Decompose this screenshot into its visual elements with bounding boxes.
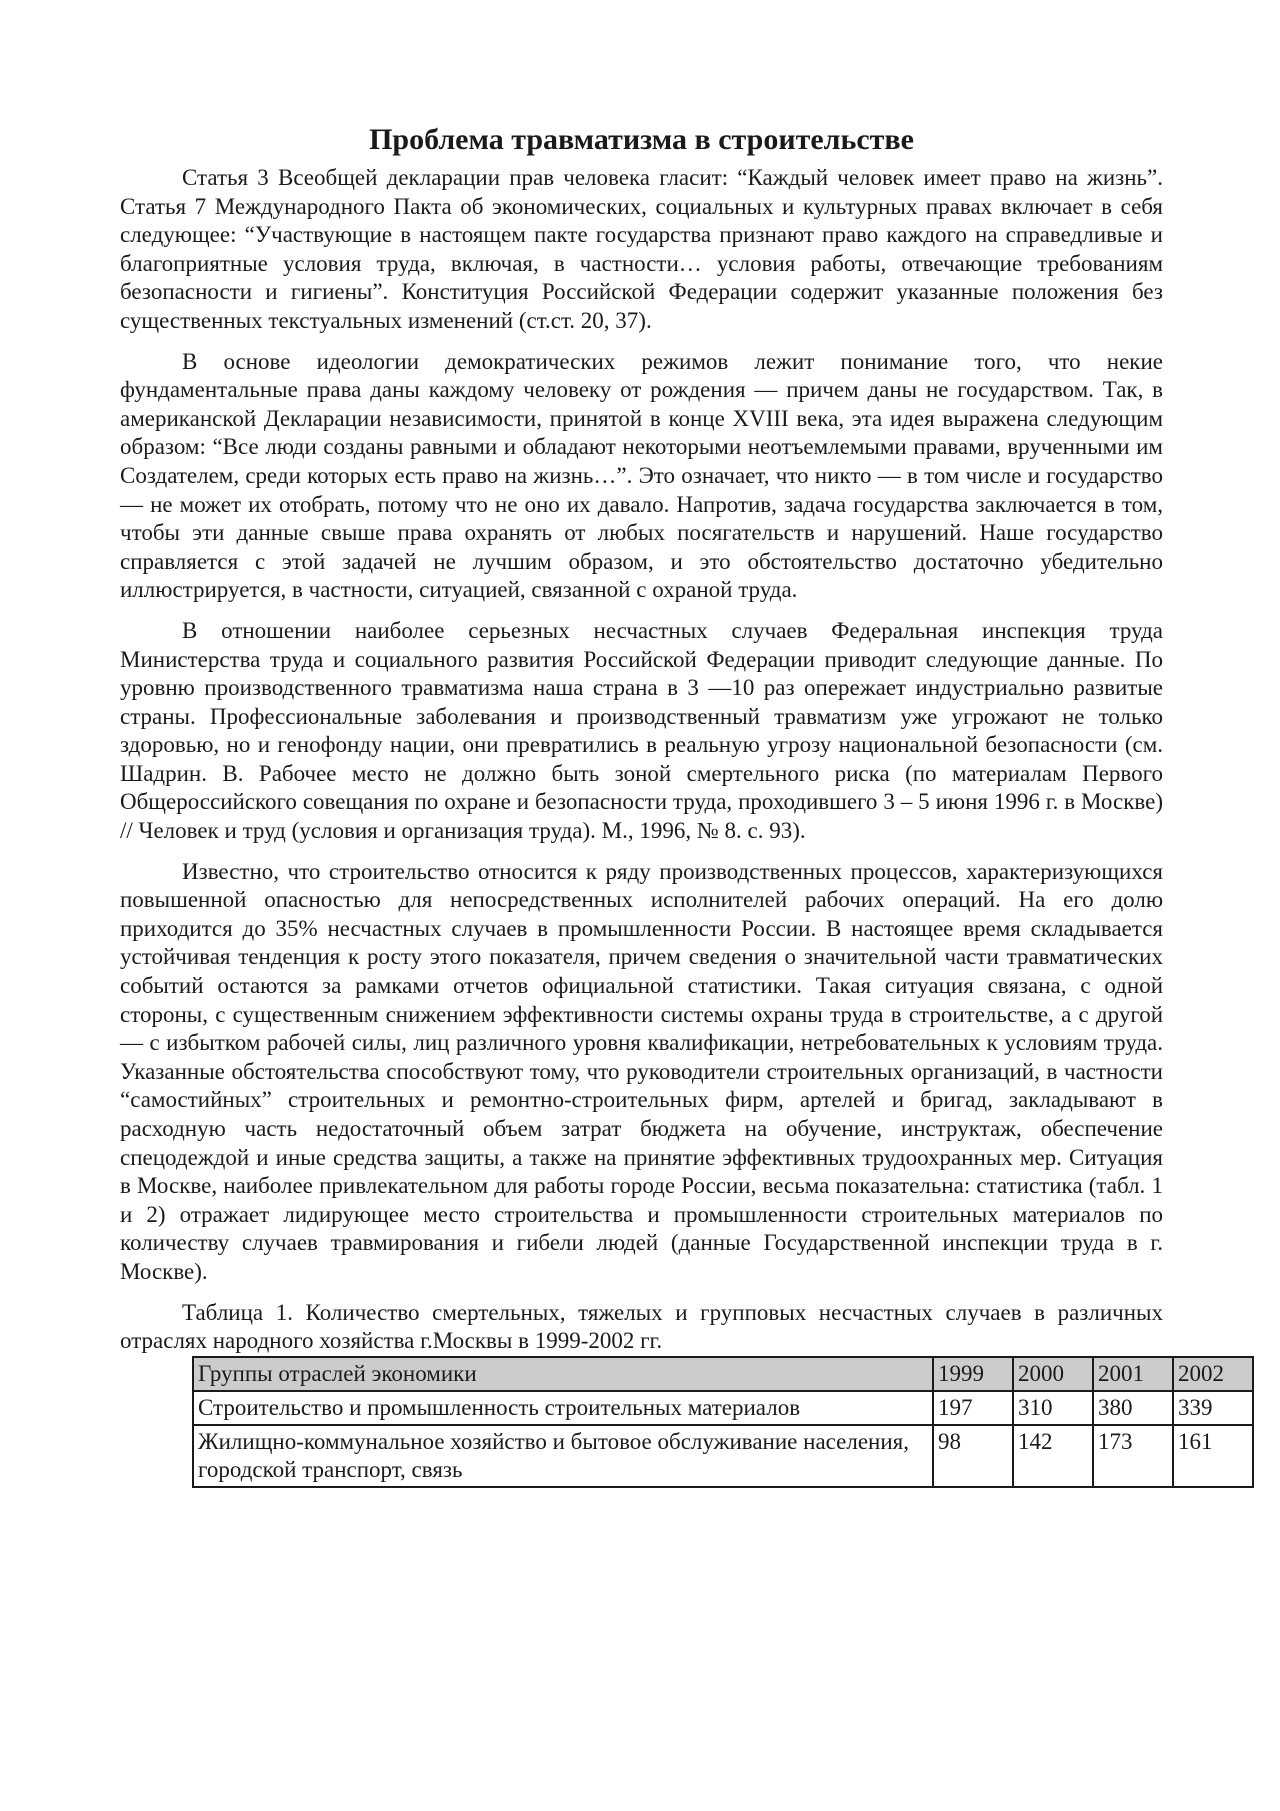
document-title: Проблема травматизма в строительстве — [369, 123, 914, 156]
header-year-2000: 2000 — [1013, 1357, 1093, 1391]
table-row — [193, 1425, 1253, 1487]
cell-industry: Строительство и промышленность строительных материалов — [193, 1391, 933, 1425]
cell-2001: 173 — [1093, 1425, 1173, 1487]
cell-industry: Жилищно-коммунальное хозяйство и бытовое обслуживание населения, городской транспорт, связь — [193, 1425, 933, 1487]
injury-table — [192, 1356, 1254, 1488]
cell-1999: 98 — [933, 1425, 1013, 1487]
cell-2000: 310 — [1013, 1391, 1093, 1425]
cell-2002: 339 — [1173, 1391, 1253, 1425]
header-industry-group: Группы отраслей экономики — [193, 1357, 933, 1391]
table-header-row — [193, 1357, 1253, 1391]
cell-2001: 380 — [1093, 1391, 1173, 1425]
header-year-1999: 1999 — [933, 1357, 1013, 1391]
document-page — [120, 120, 1224, 1488]
paragraph-3: В отношении наиболее серьезных несчастных случаев Федеральная инспекция труда Министерства труда и социального развития Российской Федерации приводит следующие данные. По уровню производственного травматизма наша страна в 3 —10 раз опережает индустриально развитые страны. Профессиональные заболевания и производственный травматизм уже угрожают не только здоровью, но и генофонду нации, они превратились в реальную угрозу национальной безопасности (см. Шадрин. В. Рабочее место не должно быть зоной смертельного риска (по материалам Первого Общероссийского совещания по охране и безопасности труда, проходившего 3 – 5 июня 1996 г. в Москве) // Человек и труд (условия и организация труда). М., 1996, № 8. с. 93). — [120, 617, 1163, 844]
table-caption: Таблица 1. Количество смертельных, тяжелых и групповых несчастных случаев в различных отраслях народного хозяйства г.Москвы в 1999-2002 гг. — [120, 1299, 1163, 1354]
paragraph-4: Известно, что строительство относится к ряду производственных процессов, характеризующихся повышенной опасностью для непосредственных исполнителей рабочих операций. На его долю приходится до 35% несчастных случаев в промышленности России. В настоящее время складывается устойчивая тенденция к росту этого показателя, причем сведения о значительной части травматических событий остаются за рамками отчетов официальной статистики. Такая ситуация связана, с одной стороны, с существенным снижением эффективности системы охраны труда в строительстве, а с другой — с избытком рабочей силы, лиц различного уровня квалификации, нетребовательных к условиям труда. Указанные обстоятельства способствуют тому, что руководители строительных организаций, в частности “самостийных” строительных и ремонтно-строительных фирм, артелей и бригад, закладывают в расходную часть недостаточный объем затрат бюджета на обучение, инструктаж, обеспечение спецодеждой и иные средства защиты, а также на принятие эффективных трудоохранных мер. Ситуация в Москве, наиболее привлекательном для работы городе России, весьма показательна: статистика (табл. 1 и 2) отражает лидирующее место строительства и промышленности строительных материалов по количеству случаев травмирования и гибели людей (данные Государственной инспекции труда в г. Москве). — [120, 858, 1163, 1284]
paragraph-1: Статья 3 Всеобщей декларации прав человека гласит: “Каждый человек имеет право на жизнь”. Статья 7 Международного Пакта об экономических, социальных и культурных правах включает в себя следующее: “Участвующие в настоящем пакте государства признают право каждого на справедливые и благоприятные условия труда, включая, в частности… условия работы, отвечающие требованиям безопасности и гигиены”. Конституция Российской Федерации содержит указанные положения без существенных текстуальных изменений (ст.ст. 20, 37). — [120, 165, 1163, 333]
cell-2002: 161 — [1173, 1425, 1253, 1487]
paragraph-2: В основе идеологии демократических режимов лежит понимание того, что некие фундаментальные права даны каждому человеку от рождения — причем даны не государством. Так, в американской Декларации независимости, принятой в конце XVIII века, эта идея выражена следующим образом: “Все люди созданы равными и обладают некоторыми неотъемлемыми правами, врученными им Создателем, среди которых есть право на жизнь…”. Это означает, что никто — в том числе и государство — не может их отобрать, потому что не оно их давало. Напротив, задача государства заключается в том, чтобы эти данные свыше права охранять от любых посягательств и нарушений. Наше государство справляется с этой задачей не лучшим образом, и это обстоятельство достаточно убедительно иллюстрируется, в частности, ситуацией, связанной с охраной труда. — [120, 348, 1163, 603]
table-row — [193, 1391, 1253, 1425]
cell-2000: 142 — [1013, 1425, 1093, 1487]
header-year-2001: 2001 — [1093, 1357, 1173, 1391]
header-year-2002: 2002 — [1173, 1357, 1253, 1391]
cell-1999: 197 — [933, 1391, 1013, 1425]
